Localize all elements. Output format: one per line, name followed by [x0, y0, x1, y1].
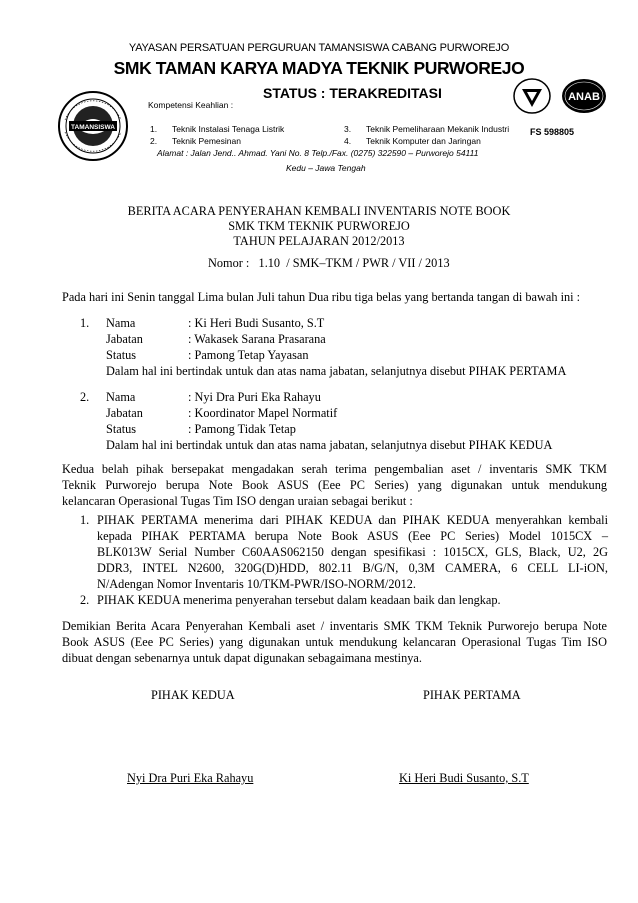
point-line: DDR3, INTEL N2600, 320G(D)HDD, 802.11 B/G/N, 0,3M CAMERA, 6 CELL LI-iON, [97, 561, 608, 575]
document-subtitle: SMK TKM TEKNIK PURWOREJO [228, 219, 410, 233]
point-line: PIHAK PERTAMA menerima dari PIHAK KEDUA dan PIHAK KEDUA menyerahkan kembali [97, 513, 608, 527]
signature-name-right: Ki Heri Budi Susanto, S.T [399, 771, 529, 785]
school-logo [57, 90, 129, 162]
closing-line: dibuat dengan sebenarnya untuk dapat digunakan sebagaimana mestinya. [62, 651, 422, 665]
school-address: Alamat : Jalan Jend.. Ahmad. Yani No. 8 Telp./Fax. (0275) 322590 – Purworejo 54111 [157, 148, 479, 158]
party-note: Dalam hal ini bertindak untuk dan atas nama jabatan, selanjutnya disebut PIHAK KEDUA [106, 438, 553, 452]
logo-text: TAMANSISWA [71, 124, 115, 131]
program-item: 1. Teknik Instalasi Tenaga Listrik [150, 124, 285, 134]
party-name-row: Nama : Nyi Dra Puri Eka Rahayu [106, 390, 321, 404]
certification-mark-icon [512, 77, 552, 115]
certificate-number: FS 598805 [530, 127, 575, 137]
party-status-row: Status : Pamong Tidak Tetap [106, 422, 296, 436]
closing-line: Demikian Berita Acara Penyerahan Kembali aset / inventaris SMK TKM Teknik Purworejo berupa Note [62, 619, 607, 633]
accreditation-status: STATUS : TERAKREDITASI [263, 85, 442, 101]
program-item: 4. Teknik Komputer dan Jaringan [344, 136, 481, 146]
party-status-row: Status : Pamong Tetap Yayasan [106, 348, 309, 362]
signature-role-right: PIHAK PERTAMA [423, 688, 521, 702]
party-position-row: Jabatan : Koordinator Mapel Normatif [106, 406, 338, 420]
competency-label: Kompetensi Keahlian : [148, 100, 234, 110]
agreement-line: Kedua belah pihak bersepakat mengadakan serah terima pengembalian aset / inventaris SMK TKM [62, 462, 607, 476]
program-item: 2. Teknik Pemesinan [150, 136, 241, 146]
signature-name-left: Nyi Dra Puri Eka Rahayu [127, 771, 254, 785]
party-name-row: Nama : Ki Heri Budi Susanto, S.T [106, 316, 325, 330]
opening-statement: Pada hari ini Senin tanggal Lima bulan Juli tahun Dua ribu tiga belas yang bertanda tangan di bawah ini : [62, 290, 581, 304]
school-name: SMK TAMAN KARYA MADYA TEKNIK PURWOREJO [113, 58, 525, 78]
foundation-name: YAYASAN PERSATUAN PERGURUAN TAMANSISWA CABANG PURWOREJO [128, 42, 510, 54]
party-note: Dalam hal ini bertindak untuk dan atas nama jabatan, selanjutnya disebut PIHAK PERTAMA [106, 364, 567, 378]
program-item: 3. Teknik Pemeliharaan Mekanik Industri [344, 124, 510, 134]
signature-role-left: PIHAK KEDUA [151, 688, 235, 702]
party-position-row: Jabatan : Wakasek Sarana Prasarana [106, 332, 326, 346]
academic-year: TAHUN PELAJARAN 2012/2013 [233, 234, 405, 248]
anab-certification-icon [560, 77, 608, 115]
agreement-line: Teknik Purworejo berupa Note Book ASUS (Eee PC Series) yang digunakan untuk mendukung [62, 478, 607, 492]
school-region: Kedu – Jawa Tengah [286, 163, 366, 173]
point-number: 2. [80, 593, 90, 607]
party-number: 2. [80, 390, 90, 404]
point-line: PIHAK KEDUA menerima penyerahan tersebut dalam keadaan baik dan lengkap. [97, 593, 501, 607]
party-number: 1. [80, 316, 90, 330]
closing-line: Book ASUS (Eee PC Series) yang digunakan untuk mendukung kelancaran Operasional Tugas Tim ISO [62, 635, 607, 649]
point-line: kepada PIHAK PERTAMA berupa Note Book ASUS (Eee PC Series) Model 1015CX – [97, 529, 608, 543]
document-number: Nomor : 1.10 / SMK–TKM / PWR / VII / 2013 [208, 256, 450, 270]
anab-text: ANAB [568, 91, 600, 103]
agreement-line: kelancaran Operasional Tugas Tim ISO dengan uraian sebagai berikut : [62, 494, 413, 508]
point-line: BLK013W Serial Number C60AAS062150 dengan spesifikasi : 1015CX, GLS, Black, U2, 2G [97, 545, 608, 559]
point-number: 1. [80, 513, 90, 527]
point-line: N/Adengan Nomor Inventaris 10/TKM-PWR/ISO-NORM/2012. [97, 577, 417, 591]
document-title: BERITA ACARA PENYERAHAN KEMBALI INVENTARIS NOTE BOOK [127, 204, 511, 218]
